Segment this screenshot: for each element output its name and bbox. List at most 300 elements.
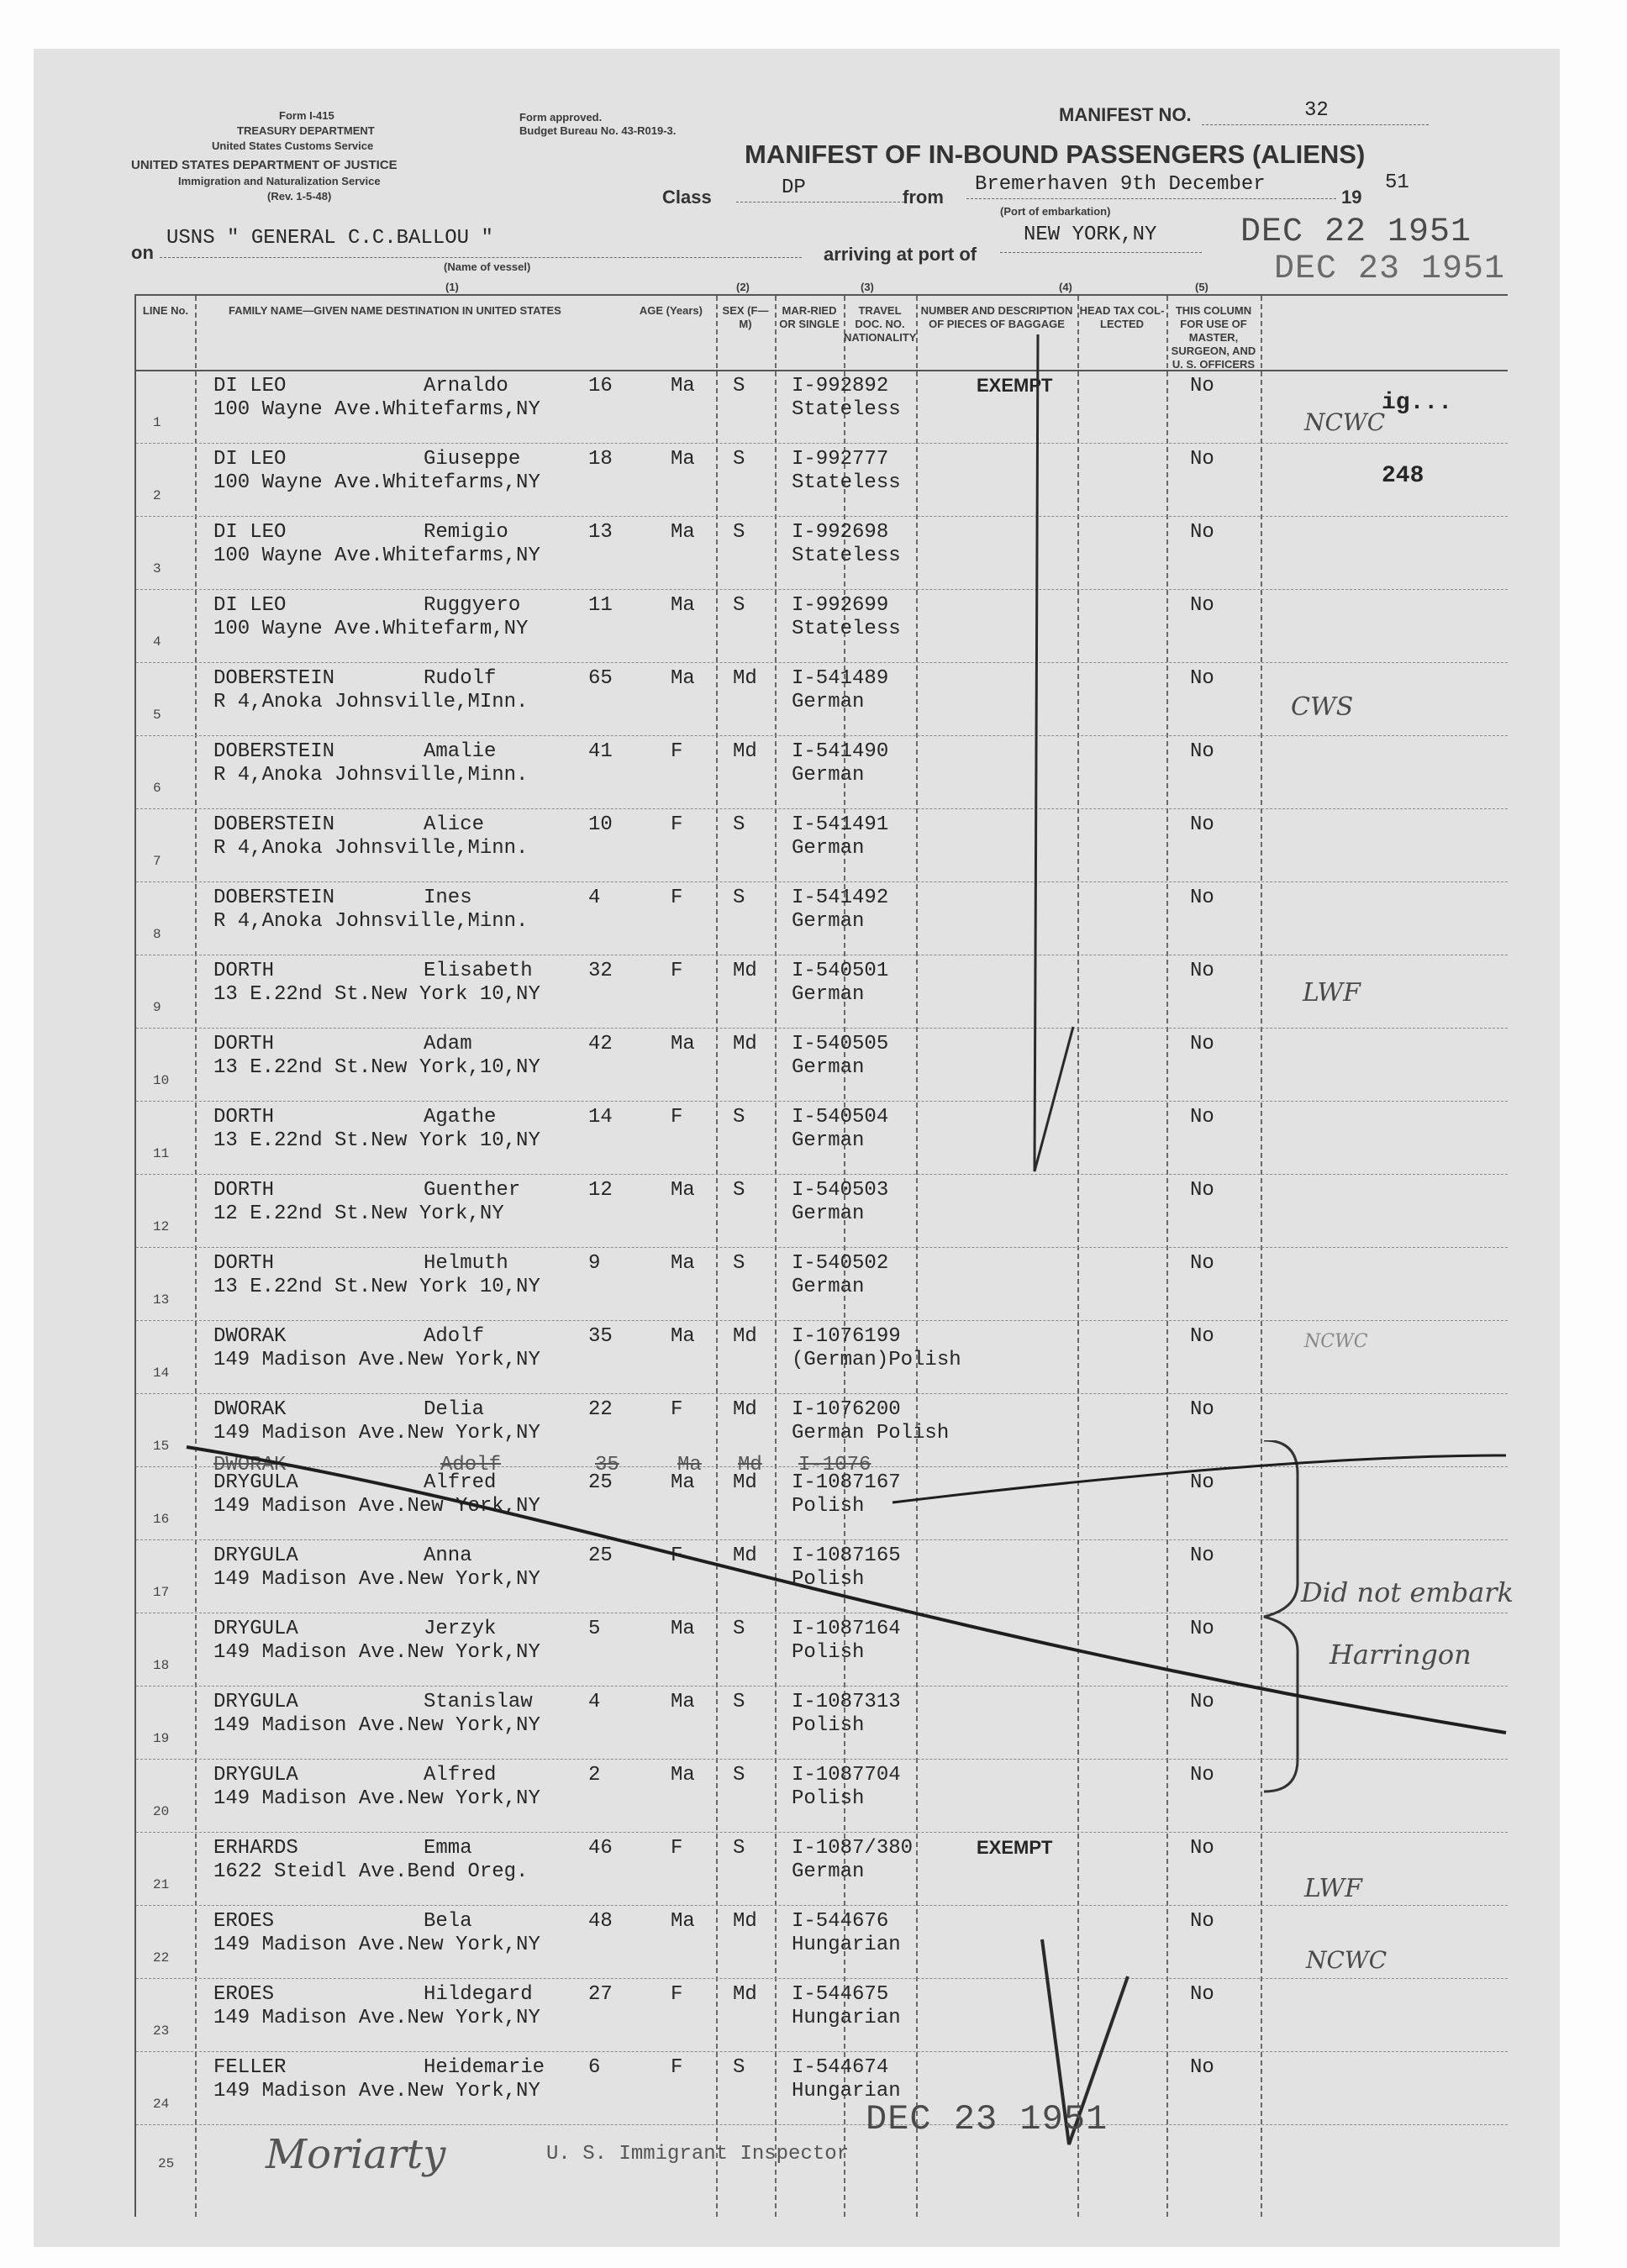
travel-doc-number: I-1087313 <box>792 1691 901 1713</box>
inspection-date-stamp: DEC 23 1951 <box>866 2099 1108 2139</box>
vessel-name: USNS " GENERAL C.C.BALLOU " <box>166 227 493 250</box>
family-name: DORTH <box>213 960 275 982</box>
line-number: 20 <box>153 1804 170 1819</box>
travel-doc-number: I-992699 <box>792 594 889 617</box>
travel-doc-number: I-544676 <box>792 1910 889 1933</box>
embark-note: (Port of embarkation) <box>1000 205 1111 218</box>
sex: F <box>671 1983 683 2006</box>
head-tax-collected: No <box>1190 1910 1214 1933</box>
destination-address: 149 Madison Ave.New York,NY <box>213 1641 540 1664</box>
family-name: DRYGULA <box>213 1544 298 1567</box>
head-tax-collected: No <box>1190 1398 1214 1421</box>
nationality: Hungarian <box>792 2080 901 2102</box>
nationality: German <box>792 1056 865 1079</box>
family-name: EROES <box>213 1983 275 2006</box>
marital-status: S <box>733 1837 745 1860</box>
vessel-note: (Name of vessel) <box>444 260 531 273</box>
year-prefix: 19 <box>1341 187 1362 208</box>
col-number: (4) <box>1059 281 1072 293</box>
line-number: 9 <box>153 1000 161 1015</box>
family-name: DRYGULA <box>213 1764 298 1787</box>
given-name: Arnaldo <box>424 375 508 397</box>
marital-status: S <box>733 2056 745 2079</box>
head-tax-collected: No <box>1190 1618 1214 1640</box>
class-label: Class <box>662 187 712 208</box>
sex: Ma <box>671 448 695 471</box>
family-name: DORTH <box>213 1252 275 1275</box>
travel-doc-number: I-544675 <box>792 1983 889 2006</box>
nationality: Hungarian <box>792 2007 901 2029</box>
family-name: DRYGULA <box>213 1618 298 1640</box>
sex: Ma <box>671 667 695 690</box>
marital-status: S <box>733 1106 745 1129</box>
strike-through-line <box>136 1439 1508 1750</box>
age: 13 <box>588 521 613 544</box>
on-label: on <box>131 242 154 263</box>
nationality: German <box>792 764 865 787</box>
age: 35 <box>588 1325 613 1348</box>
sex: Ma <box>671 521 695 544</box>
given-name: Bela <box>424 1910 472 1933</box>
destination-address: 149 Madison Ave.New York,NY <box>213 1714 540 1737</box>
travel-doc-number: I-992698 <box>792 521 889 544</box>
line-number: 21 <box>153 1877 170 1892</box>
sex: Ma <box>671 1325 695 1348</box>
age: 41 <box>588 740 613 763</box>
approved-label: Form approved. <box>519 111 603 124</box>
destination-address: 13 E.22nd St.New York 10,NY <box>213 1276 540 1298</box>
age: 4 <box>588 1691 601 1713</box>
line-number: 19 <box>153 1731 170 1746</box>
destination-address: 149 Madison Ave.New York,NY <box>213 1934 540 1956</box>
family-name: DWORAK <box>213 1325 287 1348</box>
travel-doc-number: I-540501 <box>792 960 889 982</box>
family-name: DOBERSTEIN <box>213 887 335 909</box>
age: 32 <box>588 960 613 982</box>
line-number: 17 <box>153 1585 170 1600</box>
head-tax-collected: No <box>1190 2056 1214 2079</box>
given-name: Alfred <box>424 1764 497 1787</box>
given-name: Helmuth <box>424 1252 508 1275</box>
inspector-title: U. S. Immigrant Inspector <box>546 2143 850 2165</box>
destination-address: 12 E.22nd St.New York,NY <box>213 1202 504 1225</box>
age: 25 <box>588 1544 613 1567</box>
head-tax-collected: No <box>1190 1179 1214 1202</box>
head-tax-collected: No <box>1190 960 1214 982</box>
given-name: Anna <box>424 1544 472 1567</box>
destination-address: 149 Madison Ave.New York,NY <box>213 1422 540 1444</box>
marital-status: Md <box>733 1033 757 1055</box>
travel-doc-number: I-540503 <box>792 1179 889 1202</box>
arrival-date-stamp: DEC 22 1951 <box>1240 213 1472 251</box>
family-name: DORTH <box>213 1033 275 1055</box>
travel-doc-number: I-1076199 <box>792 1325 901 1348</box>
age: 2 <box>588 1764 601 1787</box>
class-value: DP <box>782 176 806 199</box>
form-number: Form I-415 <box>279 109 334 122</box>
line-number: 1 <box>153 415 161 430</box>
marital-status: Md <box>733 1983 757 2006</box>
from-label: from <box>903 187 944 208</box>
line-number: 23 <box>153 2023 170 2039</box>
ncwc-note: NCWC <box>1304 408 1386 436</box>
family-name: DI LEO <box>213 521 287 544</box>
justice-label: UNITED STATES DEPARTMENT OF JUSTICE <box>131 158 398 172</box>
age: 22 <box>588 1398 613 1421</box>
destination-address: 13 E.22nd St.New York 10,NY <box>213 1129 540 1152</box>
nationality: German <box>792 1860 865 1883</box>
line-number: 7 <box>153 854 161 869</box>
travel-doc-number: I-541490 <box>792 740 889 763</box>
nationality: German Polish <box>792 1422 950 1444</box>
travel-doc-number: I-540502 <box>792 1252 889 1275</box>
destination-address: 1622 Steidl Ave.Bend Oreg. <box>213 1860 529 1883</box>
age: 48 <box>588 1910 613 1933</box>
age: 65 <box>588 667 613 690</box>
travel-doc-number: I-1087/380 <box>792 1837 914 1860</box>
age: 27 <box>588 1983 613 2006</box>
destination-address: 149 Madison Ave.New York,NY <box>213 1495 540 1518</box>
given-name: Adolf <box>424 1325 485 1348</box>
family-name: DOBERSTEIN <box>213 740 335 763</box>
destination-address: 100 Wayne Ave.Whitefarms,NY <box>213 471 540 494</box>
col-number: (5) <box>1195 281 1208 293</box>
sex: F <box>671 2056 683 2079</box>
nationality: Polish <box>792 1714 865 1737</box>
col-header-name: FAMILY NAME—GIVEN NAME DESTINATION IN UNITED STATES <box>229 304 561 317</box>
travel-doc-number: I-1076200 <box>792 1398 901 1421</box>
age: 4 <box>588 887 601 909</box>
travel-doc-number: I-544674 <box>792 2056 889 2079</box>
nationality: German <box>792 910 865 933</box>
destination-address: R 4,Anoka Johnsville,Minn. <box>213 837 529 860</box>
col-header-officers: THIS COLUMN FOR USE OF MASTER, SURGEON, AND U. S. OFFICERS <box>1171 304 1256 371</box>
head-tax-collected: No <box>1190 887 1214 909</box>
given-name: Delia <box>424 1398 485 1421</box>
line-number: 24 <box>153 2097 170 2112</box>
col-header-headtax: HEAD TAX COL-LECTED <box>1079 304 1165 330</box>
line-number: 8 <box>153 927 161 942</box>
nationality: German <box>792 1202 865 1225</box>
nationality: Polish <box>792 1787 865 1810</box>
travel-doc-number: I-992892 <box>792 375 889 397</box>
head-tax-collected: No <box>1190 1033 1214 1055</box>
nationality: German <box>792 983 865 1006</box>
sex: F <box>671 1106 683 1129</box>
family-name: DI LEO <box>213 375 287 397</box>
sex: Ma <box>671 594 695 617</box>
col-header-baggage: NUMBER AND DESCRIPTION OF PIECES OF BAGGAGE <box>920 304 1073 330</box>
arriving-label: arriving at port of <box>824 244 977 265</box>
family-name: DOBERSTEIN <box>213 813 335 836</box>
baggage-vertical-mark <box>1031 329 1098 1178</box>
sex: Ma <box>671 1252 695 1275</box>
marital-status: Md <box>733 1398 757 1421</box>
nationality: (German)Polish <box>792 1349 961 1371</box>
marital-status: S <box>733 1252 745 1275</box>
head-tax-collected: No <box>1190 1691 1214 1713</box>
arrival-date-stamp-2: DEC 23 1951 <box>1274 250 1506 288</box>
travel-doc-number: I-1087165 <box>792 1544 901 1567</box>
ncwc-note: NCWC <box>1304 1331 1368 1352</box>
age: 18 <box>588 448 613 471</box>
marital-status: S <box>733 375 745 397</box>
nationality: Stateless <box>792 398 901 421</box>
nationality: German <box>792 691 865 713</box>
head-tax-collected: No <box>1190 521 1214 544</box>
sex: Ma <box>671 1179 695 1202</box>
baggage: EXEMPT <box>977 1837 1053 1858</box>
destination-address: 149 Madison Ave.New York,NY <box>213 2007 540 2029</box>
officer-notes: 248 <box>1382 463 1424 489</box>
passenger-table <box>134 294 1514 2217</box>
given-name: Ruggyero <box>424 594 521 617</box>
nationality: German <box>792 1276 865 1298</box>
nationality: Hungarian <box>792 1934 901 1956</box>
destination-address: 100 Wayne Ave.Whitefarms,NY <box>213 545 540 567</box>
sex: Ma <box>671 1764 695 1787</box>
travel-doc-number: I-1087167 <box>792 1471 901 1494</box>
age: 11 <box>588 594 613 617</box>
travel-doc-number: I-1087704 <box>792 1764 901 1787</box>
destination-address: 13 E.22nd St.New York,10,NY <box>213 1056 540 1079</box>
travel-doc-number: I-1087164 <box>792 1618 901 1640</box>
age: 12 <box>588 1179 613 1202</box>
line-number: 18 <box>153 1658 170 1673</box>
baggage: EXEMPT <box>977 375 1053 396</box>
nationality: Stateless <box>792 471 901 494</box>
sex: F <box>671 813 683 836</box>
inspector-signature: Moriarty <box>266 2131 446 2178</box>
given-name: Jerzyk <box>424 1618 497 1640</box>
col-header-sex: SEX (F—M) <box>722 304 769 330</box>
head-tax-collected: No <box>1190 375 1214 397</box>
col-number: (2) <box>736 281 750 293</box>
marital-status: Md <box>733 1471 757 1494</box>
family-name: ERHARDS <box>213 1837 298 1860</box>
head-tax-collected: No <box>1190 448 1214 471</box>
head-tax-collected: No <box>1190 1252 1214 1275</box>
struck-sex: Ma <box>677 1454 702 1476</box>
sex: F <box>671 887 683 909</box>
marital-status: S <box>733 1691 745 1713</box>
travel-doc-number: I-992777 <box>792 448 889 471</box>
line-number: 15 <box>153 1439 170 1454</box>
marital-status: Md <box>733 740 757 763</box>
struck-age: 35 <box>595 1454 619 1476</box>
col-number: (3) <box>861 281 874 293</box>
line-number: 5 <box>153 708 161 723</box>
nationality: German <box>792 1129 865 1152</box>
marital-status: S <box>733 594 745 617</box>
did-not-embark-note: Did not embark <box>1301 1576 1514 1608</box>
marital-status: S <box>733 813 745 836</box>
marital-status: S <box>733 521 745 544</box>
given-name: Giuseppe <box>424 448 521 471</box>
marital-status: Md <box>733 1544 757 1567</box>
age: 25 <box>588 1471 613 1494</box>
page-title: MANIFEST OF IN-BOUND PASSENGERS (ALIENS) <box>745 139 1366 169</box>
sex: F <box>671 1398 683 1421</box>
destination-address: 100 Wayne Ave.Whitefarm,NY <box>213 618 529 640</box>
nationality: Stateless <box>792 545 901 567</box>
travel-doc-number: I-541491 <box>792 813 889 836</box>
lwf-note: LWF <box>1303 978 1361 1008</box>
travel-doc-number: I-541492 <box>792 887 889 909</box>
destination-address: R 4,Anoka Johnsville,Minn. <box>213 764 529 787</box>
age: 42 <box>588 1033 613 1055</box>
marital-status: S <box>733 887 745 909</box>
customs-label: United States Customs Service <box>212 139 374 152</box>
destination-address: 149 Madison Ave.New York,NY <box>213 1787 540 1810</box>
head-tax-collected: No <box>1190 1544 1214 1567</box>
head-tax-collected: No <box>1190 740 1214 763</box>
sex: F <box>671 740 683 763</box>
destination-address: R 4,Anoka Johnsville,Minn. <box>213 910 529 933</box>
nationality: Stateless <box>792 618 901 640</box>
manifest-no-label: MANIFEST NO. <box>1059 104 1192 125</box>
sex: Ma <box>671 375 695 397</box>
ncwc-note: NCWC <box>1306 1946 1387 1974</box>
line-number: 22 <box>153 1950 170 1965</box>
head-tax-collected: No <box>1190 1764 1214 1787</box>
revision-label: (Rev. 1-5-48) <box>267 190 332 203</box>
given-name: Heidemarie <box>424 2056 545 2079</box>
given-name: Rudolf <box>424 667 497 690</box>
age: 16 <box>588 375 613 397</box>
given-name: Agathe <box>424 1106 497 1129</box>
given-name: Hildegard <box>424 1983 533 2006</box>
line-number: 11 <box>153 1146 170 1161</box>
family-name: FELLER <box>213 2056 287 2079</box>
struck-marital: Md <box>738 1454 762 1476</box>
given-name: Remigio <box>424 521 508 544</box>
head-tax-collected: No <box>1190 813 1214 836</box>
family-name: DI LEO <box>213 448 287 471</box>
arrival-port: NEW YORK,NY <box>1024 224 1157 246</box>
col-header-travel: TRAVEL DOC. NO. NATIONALITY <box>844 304 917 344</box>
family-name: EROES <box>213 1910 275 1933</box>
destination-address: 149 Madison Ave.New York,NY <box>213 1568 540 1591</box>
given-name: Alfred <box>424 1471 497 1494</box>
marital-status: S <box>733 1618 745 1640</box>
destination-address: R 4,Anoka Johnsville,MInn. <box>213 691 529 713</box>
ins-label: Immigration and Naturalization Service <box>178 175 381 187</box>
nationality: German <box>792 837 865 860</box>
line-number: 12 <box>153 1219 170 1234</box>
travel-doc-number: I-540505 <box>792 1033 889 1055</box>
age: 9 <box>588 1252 601 1275</box>
sex: Ma <box>671 1618 695 1640</box>
age: 46 <box>588 1837 613 1860</box>
lwf-note: LWF <box>1304 1874 1362 1903</box>
given-name: Emma <box>424 1837 472 1860</box>
marital-status: S <box>733 1764 745 1787</box>
head-tax-collected: No <box>1190 1471 1214 1494</box>
treasury-label: TREASURY DEPARTMENT <box>237 124 375 137</box>
given-name: Stanislaw <box>424 1691 533 1713</box>
nationality: Polish <box>792 1495 865 1518</box>
family-name: DOBERSTEIN <box>213 667 335 690</box>
harringon-signature: Harringon <box>1330 1639 1472 1671</box>
line-number: 14 <box>153 1366 170 1381</box>
family-name: DORTH <box>213 1179 275 1202</box>
sex: Ma <box>671 1033 695 1055</box>
family-name: DI LEO <box>213 594 287 617</box>
marital-status: S <box>733 448 745 471</box>
col-header-married: MAR-RIED OR SINGLE <box>779 304 840 330</box>
marital-status: Md <box>733 1325 757 1348</box>
line-number: 10 <box>153 1073 170 1088</box>
head-tax-collected: No <box>1190 1325 1214 1348</box>
given-name: Alice <box>424 813 485 836</box>
head-tax-collected: No <box>1190 1983 1214 2006</box>
given-name: Elisabeth <box>424 960 533 982</box>
nationality: Polish <box>792 1641 865 1664</box>
marital-status: S <box>733 1179 745 1202</box>
age: 5 <box>588 1618 601 1640</box>
family-name: DORTH <box>213 1106 275 1129</box>
line-25: 25 <box>158 2156 175 2171</box>
sex: Ma <box>671 1471 695 1494</box>
line-number: 3 <box>153 561 161 576</box>
head-tax-collected: No <box>1190 667 1214 690</box>
given-name: Adam <box>424 1033 472 1055</box>
sex: F <box>671 960 683 982</box>
family-name: DRYGULA <box>213 1471 298 1494</box>
year-value: 51 <box>1385 171 1409 194</box>
manifest-no: 32 <box>1304 99 1329 122</box>
age: 10 <box>588 813 613 836</box>
cws-note: CWS <box>1291 692 1354 722</box>
given-name: Guenther <box>424 1179 521 1202</box>
from-value: Bremerhaven 9th December <box>975 173 1266 196</box>
travel-doc-number: I-541489 <box>792 667 889 690</box>
family-name: DRYGULA <box>213 1691 298 1713</box>
head-tax-collected: No <box>1190 1106 1214 1129</box>
officer-notes: ig... <box>1382 390 1453 416</box>
struck-family: DWORAK <box>213 1454 287 1476</box>
col-header-line: LINE No. <box>142 304 189 317</box>
marital-status: Md <box>733 667 757 690</box>
sex: F <box>671 1837 683 1860</box>
line-number: 13 <box>153 1292 170 1308</box>
line-number: 2 <box>153 488 161 503</box>
budget-label: Budget Bureau No. 43-R019-3. <box>519 124 677 137</box>
destination-address: 149 Madison Ave.New York,NY <box>213 2080 540 2102</box>
travel-doc-number: I-540504 <box>792 1106 889 1129</box>
sex: Ma <box>671 1691 695 1713</box>
destination-address: 100 Wayne Ave.Whitefarms,NY <box>213 398 540 421</box>
destination-address: 149 Madison Ave.New York,NY <box>213 1349 540 1371</box>
line-number: 6 <box>153 781 161 796</box>
head-tax-collected: No <box>1190 1837 1214 1860</box>
age: 14 <box>588 1106 613 1129</box>
marital-status: Md <box>733 960 757 982</box>
given-name: Amalie <box>424 740 497 763</box>
line-number: 16 <box>153 1512 170 1527</box>
age: 6 <box>588 2056 601 2079</box>
head-tax-collected: No <box>1190 594 1214 617</box>
family-name: DWORAK <box>213 1398 287 1421</box>
destination-address: 13 E.22nd St.New York 10,NY <box>213 983 540 1006</box>
marital-status: Md <box>733 1910 757 1933</box>
struck-given: Adolf <box>440 1454 502 1476</box>
sex: F <box>671 1544 683 1567</box>
col-number: (1) <box>445 281 459 293</box>
col-header-age: AGE (Years) <box>639 304 703 317</box>
sex: Ma <box>671 1910 695 1933</box>
